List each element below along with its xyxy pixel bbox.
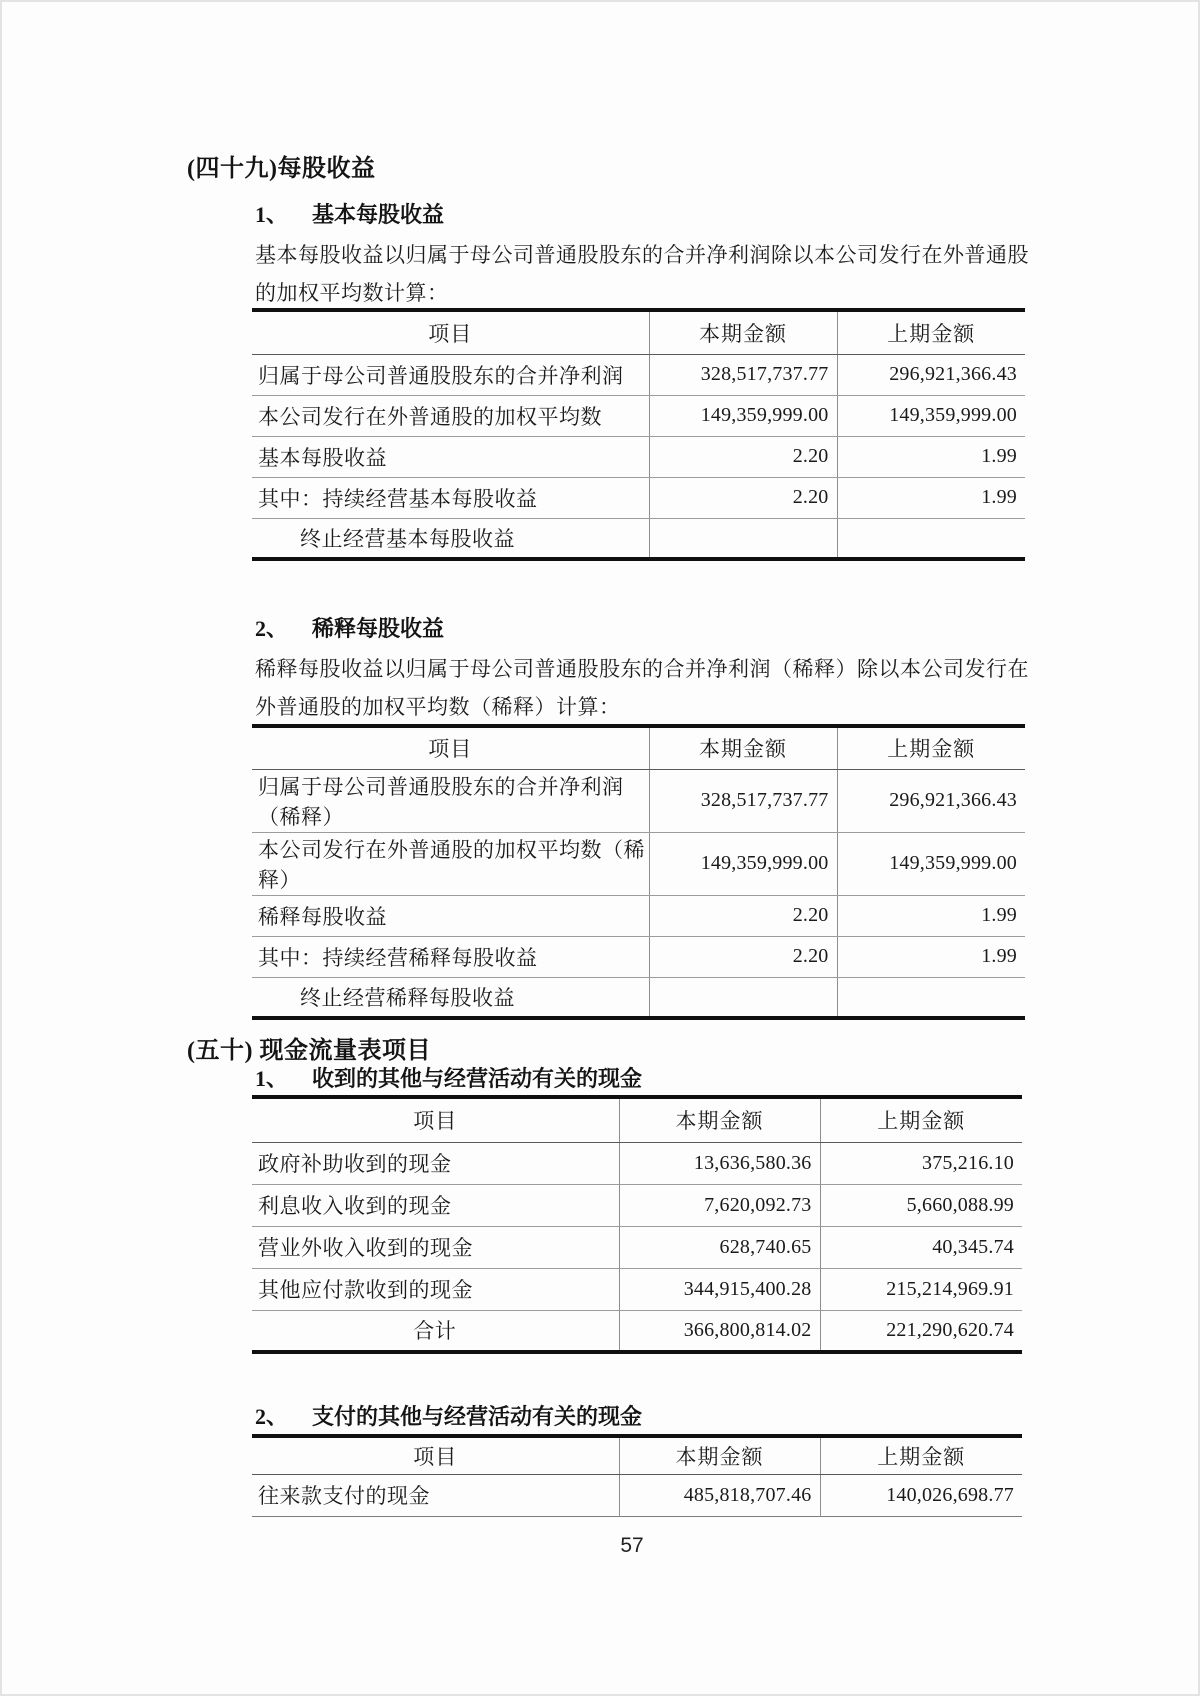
- item-cell: 本公司发行在外普通股的加权平均数（稀释）: [252, 832, 649, 895]
- item-cell: 其中：持续经营基本每股收益: [252, 477, 649, 518]
- item-cell: 营业外收入收到的现金: [252, 1226, 619, 1268]
- section-heading-49: (四十九)每股收益: [187, 156, 376, 182]
- subsection-number: 1、: [255, 1066, 289, 1091]
- subsection-heading-diluted-eps: [255, 612, 444, 643]
- current-amount-cell: 2.20: [649, 936, 837, 977]
- prior-amount-cell: 296,921,366.43: [837, 769, 1025, 832]
- current-amount-cell: 328,517,737.77: [649, 354, 837, 395]
- item-cell: 其他应付款收到的现金: [252, 1268, 619, 1310]
- prior-amount-cell: 296,921,366.43: [837, 354, 1025, 395]
- paragraph-line: 外普通股的加权平均数（稀释）计算：: [255, 695, 621, 719]
- current-amount-cell: 149,359,999.00: [649, 832, 837, 895]
- table-row: [252, 477, 1025, 518]
- subsection-title: 稀释每股收益: [312, 616, 445, 641]
- prior-amount-cell: 149,359,999.00: [837, 832, 1025, 895]
- table-row: [252, 936, 1025, 977]
- current-amount-cell: 149,359,999.00: [649, 395, 837, 436]
- prior-amount-cell: 1.99: [837, 936, 1025, 977]
- table-row: [252, 977, 1025, 1018]
- current-amount-cell: 13,636,580.36: [619, 1142, 820, 1184]
- item-cell: 基本每股收益: [252, 436, 649, 477]
- column-header: 本期金额: [649, 310, 837, 354]
- cash-paid-table: [252, 1434, 1022, 1517]
- basic-eps-paragraph: [255, 236, 1029, 312]
- current-amount-cell: [649, 518, 837, 559]
- prior-amount-cell: 221,290,620.74: [820, 1310, 1022, 1352]
- subsection-title: 收到的其他与经营活动有关的现金: [312, 1066, 643, 1091]
- subsection-heading-cash-paid: [255, 1400, 642, 1431]
- prior-amount-cell: 140,026,698.77: [820, 1474, 1022, 1516]
- table-row: [252, 1310, 1022, 1352]
- page-number: 57: [620, 1534, 644, 1557]
- current-amount-cell: 2.20: [649, 895, 837, 936]
- column-header: 上期金额: [820, 1097, 1022, 1142]
- subsection-heading-basic-eps: [255, 198, 444, 229]
- table-row: [252, 1142, 1022, 1184]
- prior-amount-cell: 149,359,999.00: [837, 395, 1025, 436]
- prior-amount-cell: 215,214,969.91: [820, 1268, 1022, 1310]
- subsection-number: 1、: [255, 202, 289, 227]
- current-amount-cell: 328,517,737.77: [649, 769, 837, 832]
- table-header-row: [252, 1436, 1022, 1474]
- subsection-title: 支付的其他与经营活动有关的现金: [312, 1404, 643, 1429]
- table-row: [252, 769, 1025, 832]
- item-cell: 终止经营基本每股收益: [300, 526, 515, 551]
- column-header: 上期金额: [837, 310, 1025, 354]
- prior-amount-cell: 5,660,088.99: [820, 1184, 1022, 1226]
- subsection-title: 基本每股收益: [312, 202, 445, 227]
- item-cell: 终止经营稀释每股收益: [300, 985, 515, 1010]
- item-cell: 政府补助收到的现金: [252, 1142, 619, 1184]
- table-row: [252, 1268, 1022, 1310]
- column-header: 本期金额: [649, 726, 837, 769]
- prior-amount-cell: 375,216.10: [820, 1142, 1022, 1184]
- current-amount-cell: 366,800,814.02: [619, 1310, 820, 1352]
- table-row: [252, 895, 1025, 936]
- subsection-number: 2、: [255, 1404, 289, 1429]
- diluted-eps-paragraph: [255, 650, 1029, 726]
- current-amount-cell: 485,818,707.46: [619, 1474, 820, 1516]
- item-cell: 归属于母公司普通股股东的合并净利润（稀释）: [252, 769, 649, 832]
- current-amount-cell: 344,915,400.28: [619, 1268, 820, 1310]
- prior-amount-cell: 1.99: [837, 436, 1025, 477]
- item-cell: 往来款支付的现金: [258, 1484, 430, 1508]
- basic-eps-table: [252, 308, 1025, 561]
- item-cell: 其中：持续经营稀释每股收益: [252, 936, 649, 977]
- column-header: 上期金额: [837, 726, 1025, 769]
- table-header-row: [252, 726, 1025, 769]
- diluted-eps-table: [252, 724, 1025, 1020]
- item-cell: 本公司发行在外普通股的加权平均数: [252, 395, 649, 436]
- paragraph-line: 基本每股收益以归属于母公司普通股股东的合并净利润除以本公司发行在外普通股: [255, 243, 1029, 267]
- item-cell: 利息收入收到的现金: [252, 1184, 619, 1226]
- column-header: 项目: [252, 1097, 619, 1142]
- table-header-row: [252, 310, 1025, 354]
- column-header: 项目: [252, 310, 649, 354]
- column-header: 上期金额: [820, 1436, 1022, 1474]
- table-row: [252, 1226, 1022, 1268]
- section-heading-50: (五十) 现金流量表项目: [187, 1038, 431, 1064]
- current-amount-cell: 7,620,092.73: [619, 1184, 820, 1226]
- column-header: 项目: [252, 1436, 619, 1474]
- subsection-heading-cash-received: [255, 1062, 642, 1093]
- item-cell: 归属于母公司普通股股东的合并净利润: [252, 354, 649, 395]
- subsection-number: 2、: [255, 616, 289, 641]
- paragraph-line: 的加权平均数计算：: [255, 281, 449, 305]
- table-row: [252, 518, 1025, 559]
- prior-amount-cell: 1.99: [837, 895, 1025, 936]
- prior-amount-cell: 40,345.74: [820, 1226, 1022, 1268]
- table-row: [252, 1474, 1022, 1516]
- table-row: [252, 436, 1025, 477]
- table-row: [252, 354, 1025, 395]
- paragraph-line: 稀释每股收益以归属于母公司普通股股东的合并净利润（稀释）除以本公司发行在: [255, 657, 1029, 681]
- prior-amount-cell: 1.99: [837, 477, 1025, 518]
- prior-amount-cell: [837, 518, 1025, 559]
- current-amount-cell: 2.20: [649, 436, 837, 477]
- column-header: 本期金额: [619, 1436, 820, 1474]
- item-cell: 稀释每股收益: [252, 895, 649, 936]
- column-header: 本期金额: [619, 1097, 820, 1142]
- current-amount-cell: 628,740.65: [619, 1226, 820, 1268]
- column-header: 项目: [252, 726, 649, 769]
- prior-amount-cell: [837, 977, 1025, 1018]
- table-row: [252, 1184, 1022, 1226]
- table-header-row: [252, 1097, 1022, 1142]
- table-row: [252, 395, 1025, 436]
- item-cell: 合计: [413, 1319, 457, 1344]
- cash-received-table: [252, 1095, 1022, 1354]
- table-row: [252, 832, 1025, 895]
- current-amount-cell: 2.20: [649, 477, 837, 518]
- current-amount-cell: [649, 977, 837, 1018]
